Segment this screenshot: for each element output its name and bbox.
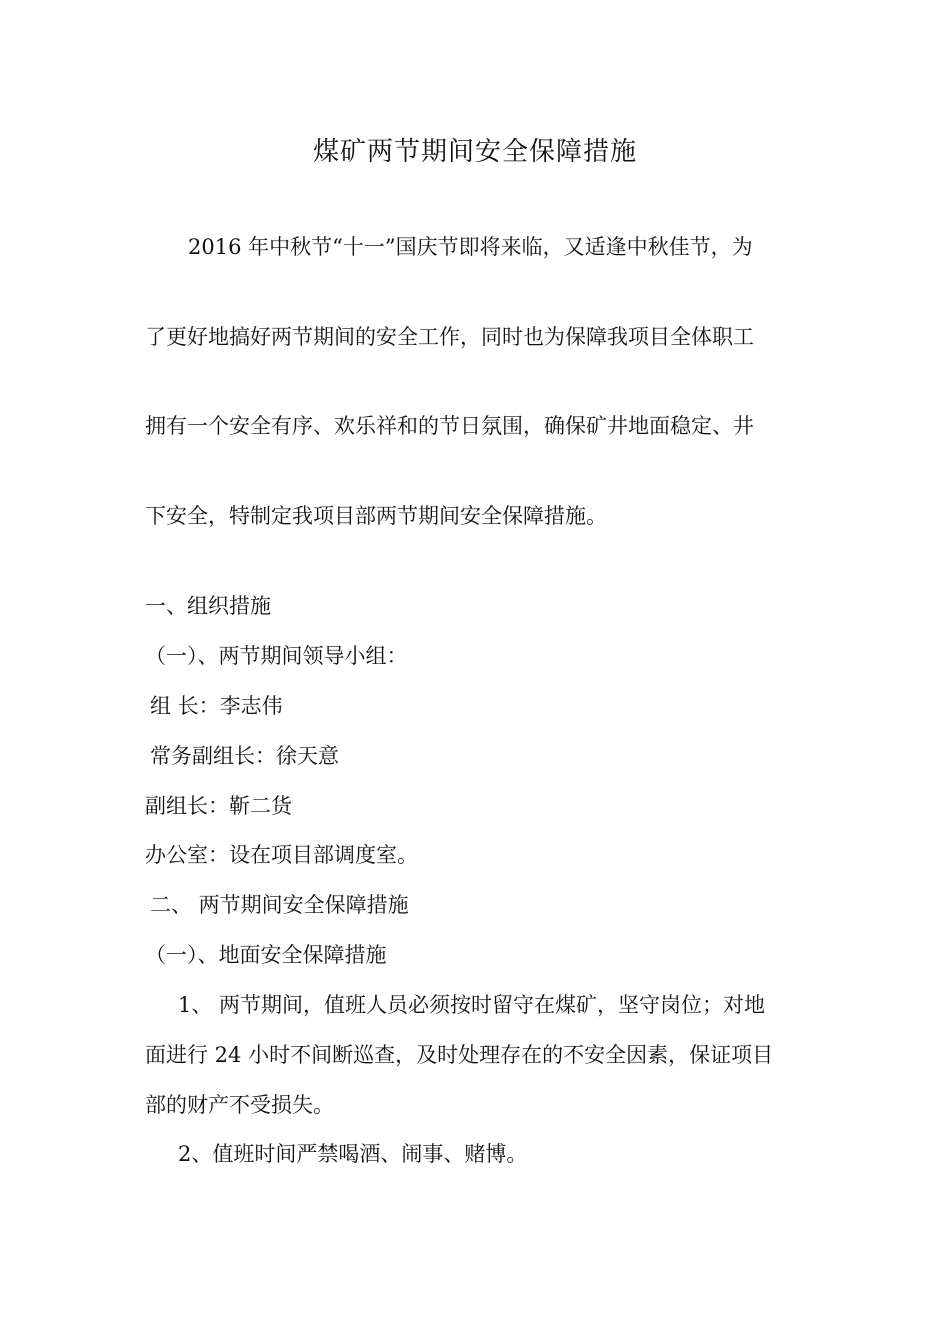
intro-line-4: 下安全，特制定我项目部两节期间安全保障措施。 bbox=[145, 504, 607, 528]
item2-line: 2、值班时间严禁喝酒、闹事、赌博。 bbox=[178, 1142, 528, 1166]
section2-heading: 二、 两节期间安全保障措施 bbox=[150, 893, 409, 917]
intro-line-1: 2016 年中秋节“十一”国庆节即将来临，又适逢中秋佳节，为 bbox=[188, 235, 753, 259]
office-location: 办公室：设在项目部调度室。 bbox=[145, 843, 418, 867]
item1-line-1: 1、 两节期间，值班人员必须按时留守在煤矿，坚守岗位；对地 bbox=[178, 993, 766, 1017]
document-title: 煤矿两节期间安全保障措施 bbox=[312, 137, 637, 167]
item1-line-2: 面进行 24 小时不间断巡查，及时处理存在的不安全因素，保证项目 bbox=[145, 1043, 774, 1067]
leader-group-leader: 组 长：李志伟 bbox=[150, 694, 283, 718]
leader-deputy: 副组长：靳二货 bbox=[145, 794, 292, 818]
section1-heading: 一、组织措施 bbox=[145, 594, 271, 618]
intro-line-2: 了更好地搞好两节期间的安全工作，同时也为保障我项目全体职工 bbox=[145, 325, 754, 349]
section1-sub-heading: （一）、两节期间领导小组： bbox=[145, 644, 408, 668]
intro-line-3: 拥有一个安全有序、欢乐祥和的节日氛围，确保矿井地面稳定、井 bbox=[145, 414, 754, 438]
item1-line-3: 部的财产不受损失。 bbox=[145, 1093, 334, 1117]
leader-executive-deputy: 常务副组长：徐天意 bbox=[150, 744, 339, 768]
section2-sub-heading: （一）、地面安全保障措施 bbox=[145, 943, 387, 967]
